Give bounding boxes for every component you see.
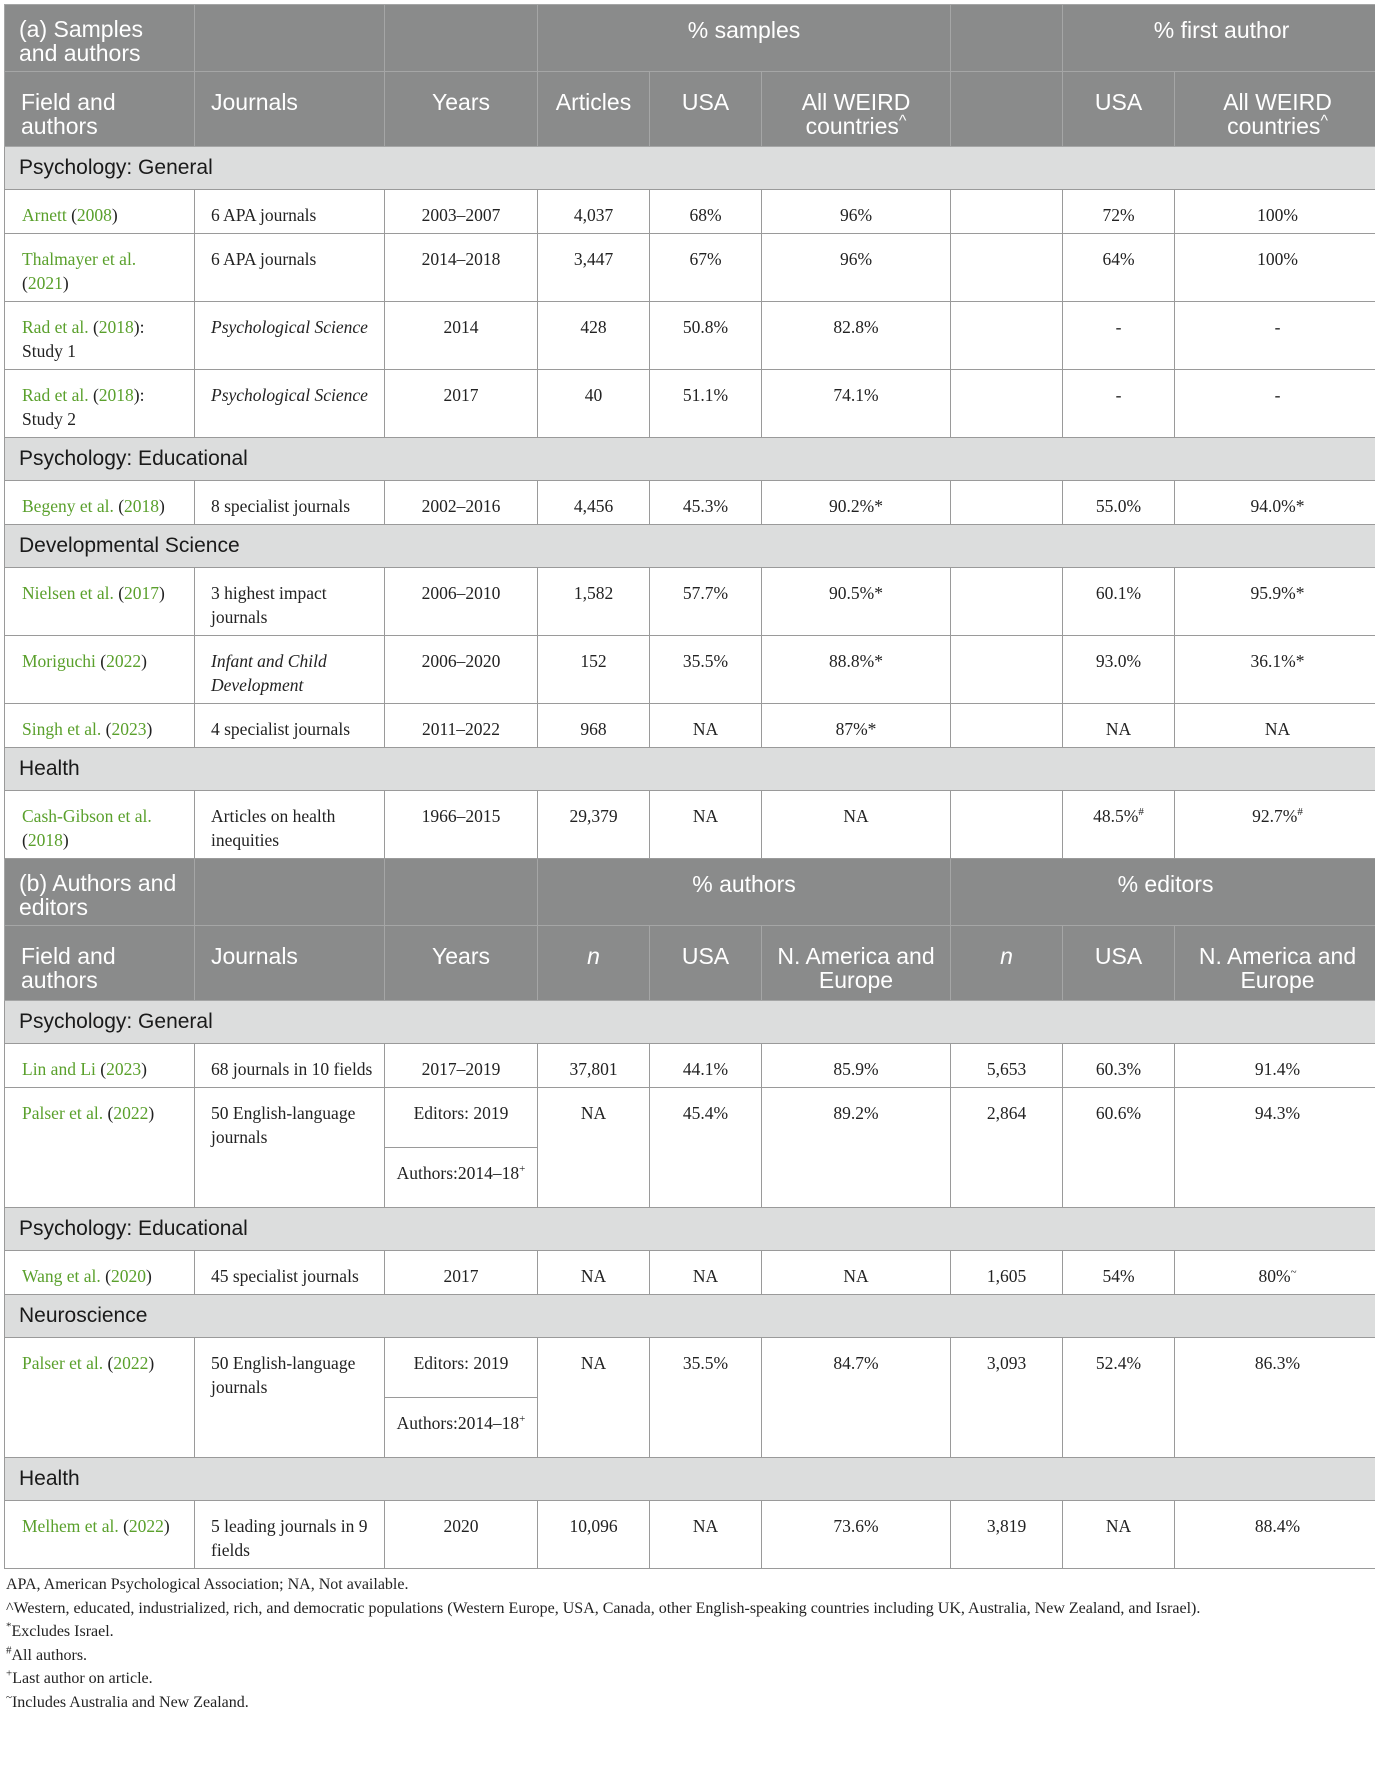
first-author-weird-cell [1175,568,1375,636]
samples-usa-cell: 45.3% [650,481,762,525]
first-author-usa-value: 93.0% [1095,651,1142,671]
samples-usa-cell: 35.5% [650,636,762,704]
year-link[interactable]: 2022 [113,1103,149,1123]
category-row [5,1001,1375,1044]
category-row [5,147,1375,190]
category-row [5,438,1375,481]
footnote-mark: ^ [6,1599,14,1617]
first-author-usa-cell [1063,704,1175,748]
first-author-weird-value: - [1274,317,1281,337]
first-author-usa-cell [1063,791,1175,859]
years-cell: 2011–2022 [385,704,538,748]
editors-nae-value: 86.3% [1254,1353,1301,1373]
editors-nae-cell [1175,1044,1375,1088]
table-row [5,234,1375,302]
journals-cell: Infant and Child Development [195,636,385,704]
study-label: : Study 2 [22,385,145,429]
authors-nae-cell: 89.2% [762,1088,951,1208]
journals-cell: 8 specialist journals [195,481,385,525]
author-cell: Begeny et al. (2018) [5,481,195,525]
first-author-weird-cell [1175,704,1375,748]
first-author-usa-value: NA [1105,719,1132,739]
col-header-years: Years [385,72,538,147]
year-link[interactable]: 2020 [110,1266,146,1286]
table-row [5,1044,1375,1088]
study-label: : Study 1 [22,317,145,361]
part-b-column-header [5,926,1375,1001]
first-author-weird-cell [1175,190,1375,234]
empty-cell [951,791,1063,859]
part-a-rows [5,147,1375,859]
first-author-weird-cell [1175,481,1375,525]
authors-n-cell: 10,096 [538,1501,650,1569]
footnote-mark: + [519,1163,526,1176]
first-author-weird-value: 100% [1257,249,1298,269]
footnote [6,1597,1370,1621]
years-cell: 1966–2015 [385,791,538,859]
samples-usa-cell: NA [650,704,762,748]
category-label: Health [5,1458,1375,1501]
samples-usa-cell: 50.8% [650,302,762,370]
journals-cell: 50 English-language journals [195,1338,385,1458]
years-cell: 2006–2010 [385,568,538,636]
authors-nae-cell: NA [762,1251,951,1295]
author-link[interactable]: Palser et al. [22,1353,104,1373]
authors-nae-cell: 73.6% [762,1501,951,1569]
col-header-years-b: Years [385,926,538,1001]
empty-cell [951,190,1063,234]
first-author-usa-value: - [1115,385,1122,405]
years-authors-value: Authors:2014–18 [396,1163,520,1183]
col-header-articles: Articles [538,72,650,147]
years-cell: 2002–2016 [385,481,538,525]
footnote [6,1573,1370,1597]
footnote-text: Last author on article. [12,1670,153,1687]
authors-usa-cell: 35.5% [650,1338,762,1458]
author-cell: Rad et al. (2018): Study 2 [5,370,195,438]
year-link[interactable]: 2023 [111,719,147,739]
author-cell: Rad et al. (2018): Study 1 [5,302,195,370]
part-a-group-header [5,5,1375,72]
category-label: Psychology: Educational [5,1208,1375,1251]
first-author-weird-value: 92.7% [1252,806,1298,826]
authors-n-cell: NA [538,1338,650,1458]
editors-usa-cell: 60.3% [1063,1044,1175,1088]
author-cell: Singh et al. (2023) [5,704,195,748]
table-footnotes [4,1569,1370,1714]
first-author-weird-value: - [1274,385,1281,405]
editors-n-cell: 3,093 [951,1338,1063,1458]
articles-cell: 968 [538,704,650,748]
group-header-authors: % authors [538,859,951,926]
samples-usa-cell: 68% [650,190,762,234]
col-header-field: Field and authors [5,72,195,147]
samples-usa-cell: 51.1% [650,370,762,438]
editors-n-cell: 5,653 [951,1044,1063,1088]
group-header-first-author: % first author [1063,5,1375,72]
part-a-column-header [5,72,1375,147]
first-author-usa-cell [1063,481,1175,525]
years-cell: Editors: 2019 [385,1338,538,1398]
category-label: Developmental Science [5,525,1375,568]
empty-cell [951,704,1063,748]
author-link[interactable]: Moriguchi [22,651,96,671]
first-author-usa-cell [1063,370,1175,438]
footnote-text: All authors. [11,1646,88,1664]
samples-usa-cell: 57.7% [650,568,762,636]
years-cell: 2003–2007 [385,190,538,234]
year-link[interactable]: 2022 [128,1516,164,1536]
editors-nae-cell [1175,1251,1375,1295]
editors-n-cell: 2,864 [951,1088,1063,1208]
authors-usa-cell: 45.4% [650,1088,762,1208]
author-cell: Thalmayer et al. (2021) [5,234,195,302]
articles-cell: 40 [538,370,650,438]
editors-n-cell: 3,819 [951,1501,1063,1569]
author-link[interactable]: Wang et al. [22,1266,101,1286]
editors-usa-cell: NA [1063,1501,1175,1569]
editors-usa-cell: 60.6% [1063,1088,1175,1208]
articles-cell: 428 [538,302,650,370]
table-row [5,791,1375,859]
authors-usa-cell: NA [650,1501,762,1569]
empty-cell [951,568,1063,636]
category-label: Neuroscience [5,1295,1375,1338]
first-author-usa-value: - [1115,317,1122,337]
group-header-samples: % samples [538,5,951,72]
samples-weird-cell: 96% [762,234,951,302]
year-link[interactable]: 2022 [113,1353,149,1373]
articles-cell: 4,037 [538,190,650,234]
first-author-weird-cell [1175,302,1375,370]
editors-nae-cell [1175,1338,1375,1458]
part-b-title: (b) Authors and editors [5,859,195,926]
year-link[interactable]: 2018 [98,385,134,405]
empty-cell [951,370,1063,438]
author-link[interactable]: Begeny et al. [22,496,114,516]
author-link[interactable]: Lin and Li [22,1059,96,1079]
authors-usa-cell: NA [650,1251,762,1295]
journals-cell: Psychological Science [195,302,385,370]
editors-nae-value: 91.4% [1254,1059,1301,1079]
samples-weird-cell: 90.5%* [762,568,951,636]
years-cell-authors [385,1398,538,1458]
author-link[interactable]: Nielsen et al. [22,583,114,603]
col-header-nae-editors: N. America and Europe [1175,926,1375,1001]
category-row [5,748,1375,791]
footnote-mark: + [6,1667,13,1680]
years-cell: 2017 [385,1251,538,1295]
first-author-usa-value: 48.5% [1093,806,1139,826]
footnote-mark: ~ [6,1691,12,1704]
years-cell: 2017–2019 [385,1044,538,1088]
col-header-usa-first-author: USA [1063,72,1175,147]
articles-cell: 1,582 [538,568,650,636]
footnote [6,1644,1370,1668]
author-cell: Moriguchi (2022) [5,636,195,704]
category-label: Psychology: Educational [5,438,1375,481]
table-row [5,1088,1375,1148]
editors-nae-cell [1175,1501,1375,1569]
journals-cell: 4 specialist journals [195,704,385,748]
table-row [5,1338,1375,1398]
first-author-usa-cell [1063,234,1175,302]
category-row [5,1295,1375,1338]
table-row [5,1501,1375,1569]
authors-n-cell: 37,801 [538,1044,650,1088]
years-cell: 2020 [385,1501,538,1569]
author-link[interactable]: Melhem et al. [22,1516,119,1536]
part-a-title: (a) Samples and authors [5,5,195,72]
category-row [5,1208,1375,1251]
category-label: Health [5,748,1375,791]
authors-n-cell: NA [538,1088,650,1208]
table-row [5,568,1375,636]
first-author-weird-value: 100% [1257,205,1298,225]
col-header-weird-samples: All WEIRD countries^ [762,72,951,147]
samples-usa-cell: 67% [650,234,762,302]
first-author-weird-value: 95.9%* [1250,583,1305,603]
year-link[interactable]: 2023 [106,1059,142,1079]
footnote [6,1667,1370,1691]
empty-cell [951,302,1063,370]
journals-cell: 6 APA journals [195,190,385,234]
footnote-mark: # [1297,806,1303,819]
footnote-mark: # [1138,806,1144,819]
years-cell: 2014 [385,302,538,370]
journals-cell: 6 APA journals [195,234,385,302]
col-header-usa-authors: USA [650,926,762,1001]
table-row [5,704,1375,748]
authors-nae-cell: 85.9% [762,1044,951,1088]
authors-nae-cell: 84.7% [762,1338,951,1458]
col-header-n-editors: n [951,926,1063,1001]
samples-weird-cell: 96% [762,190,951,234]
journals-cell: Psychological Science [195,370,385,438]
table-row [5,370,1375,438]
year-link[interactable]: 2021 [27,273,63,293]
author-link[interactable]: Singh et al. [22,719,102,739]
footnote [6,1620,1370,1644]
author-cell: Arnett (2008) [5,190,195,234]
author-cell: Nielsen et al. (2017) [5,568,195,636]
years-cell: 2006–2020 [385,636,538,704]
first-author-weird-value: 94.0%* [1250,496,1305,516]
table-row [5,1251,1375,1295]
author-link[interactable]: Arnett [22,205,67,225]
table-row [5,302,1375,370]
category-label: Psychology: General [5,1001,1375,1044]
articles-cell: 4,456 [538,481,650,525]
editors-nae-value: 94.3% [1254,1103,1301,1123]
year-link[interactable]: 2022 [106,651,142,671]
footnote-text: Excludes Israel. [11,1623,114,1640]
author-link[interactable]: Thalmayer et al. [22,249,137,269]
first-author-usa-cell [1063,636,1175,704]
editors-usa-cell: 54% [1063,1251,1175,1295]
years-cell: 2017 [385,370,538,438]
first-author-usa-cell [1063,190,1175,234]
journals-cell: 68 journals in 10 fields [195,1044,385,1088]
author-link[interactable]: Cash-Gibson et al. [22,806,152,826]
authors-usa-cell: 44.1% [650,1044,762,1088]
first-author-weird-cell [1175,791,1375,859]
author-cell: Lin and Li (2023) [5,1044,195,1088]
category-row [5,525,1375,568]
footnote-text: Western, educated, industrialized, rich, and democratic populations (Western Europe, USA, Canada, other English-speaking countries including UK, Australia, New Zealand, and Israel). [13,1599,1201,1617]
col-header-weird-first-author: All WEIRD countries^ [1175,72,1375,147]
years-cell: 2014–2018 [385,234,538,302]
group-header-editors: % editors [951,859,1375,926]
category-label: Psychology: General [5,147,1375,190]
samples-weird-cell: 82.8% [762,302,951,370]
author-cell: Cash-Gibson et al. (2018) [5,791,195,859]
journals-cell: 5 leading journals in 9 fields [195,1501,385,1569]
footnote-mark: ~ [1290,1266,1297,1279]
first-author-weird-cell [1175,636,1375,704]
articles-cell: 152 [538,636,650,704]
part-a-body [5,5,1375,147]
col-header-usa-samples: USA [650,72,762,147]
year-link[interactable]: 2017 [124,583,160,603]
col-header-journals: Journals [195,72,385,147]
first-author-weird-value: NA [1264,719,1291,739]
editors-usa-cell: 52.4% [1063,1338,1175,1458]
years-authors-value: Authors:2014–18 [396,1413,520,1433]
years-cell: Editors: 2019 [385,1088,538,1148]
samples-weird-cell: 74.1% [762,370,951,438]
author-cell: Wang et al. (2020) [5,1251,195,1295]
footnote [6,1691,1370,1715]
author-cell: Palser et al. (2022) [5,1088,195,1208]
editors-n-cell: 1,605 [951,1251,1063,1295]
samples-usa-cell: NA [650,791,762,859]
year-link[interactable]: 2018 [27,830,63,850]
journals-cell: Articles on health inequities [195,791,385,859]
part-b-body [5,859,1375,1001]
first-author-usa-value: 60.1% [1095,583,1142,603]
first-author-usa-cell [1063,568,1175,636]
col-header-journals-b: Journals [195,926,385,1001]
articles-cell: 29,379 [538,791,650,859]
journals-cell: 45 specialist journals [195,1251,385,1295]
part-b-group-header [5,859,1375,926]
first-author-usa-value: 64% [1102,249,1135,269]
table-row [5,481,1375,525]
author-link[interactable]: Rad et al. [22,317,89,337]
footnote-mark: + [519,1413,526,1426]
empty-cell [951,636,1063,704]
table-container [4,4,1370,1714]
first-author-usa-cell [1063,302,1175,370]
first-author-usa-value: 72% [1102,205,1135,225]
first-author-usa-value: 55.0% [1095,496,1142,516]
empty-cell [951,234,1063,302]
samples-weird-cell: 87%* [762,704,951,748]
samples-weird-cell: NA [762,791,951,859]
author-cell: Palser et al. (2022) [5,1338,195,1458]
journals-cell: 50 English-language journals [195,1088,385,1208]
footnote-mark: * [6,1620,12,1633]
footnote-text: Includes Australia and New Zealand. [11,1693,249,1711]
col-header-n-authors: n [538,926,650,1001]
empty-cell [951,481,1063,525]
category-row [5,1458,1375,1501]
col-header-nae-authors: N. America and Europe [762,926,951,1001]
year-link[interactable]: 2018 [124,496,160,516]
year-link[interactable]: 2018 [98,317,134,337]
editors-nae-value: 88.4% [1254,1516,1301,1536]
table-row [5,190,1375,234]
author-link[interactable]: Palser et al. [22,1103,104,1123]
table-row [5,636,1375,704]
articles-cell: 3,447 [538,234,650,302]
first-author-weird-value: 36.1%* [1250,651,1305,671]
authors-n-cell: NA [538,1251,650,1295]
editors-nae-value: 80% [1258,1266,1291,1286]
col-header-usa-editors: USA [1063,926,1175,1001]
weird-table [4,4,1375,1569]
year-link[interactable]: 2008 [76,205,112,225]
first-author-weird-cell [1175,234,1375,302]
part-b-rows [5,1001,1375,1569]
samples-weird-cell: 90.2%* [762,481,951,525]
samples-weird-cell: 88.8%* [762,636,951,704]
footnote-mark: # [6,1644,12,1657]
journals-cell: 3 highest impact journals [195,568,385,636]
col-header-field-b: Field and authors [5,926,195,1001]
author-link[interactable]: Rad et al. [22,385,89,405]
years-cell-authors [385,1148,538,1208]
editors-nae-cell [1175,1088,1375,1208]
author-cell: Melhem et al. (2022) [5,1501,195,1569]
footnote-text: APA, American Psychological Association; NA, Not available. [6,1576,409,1593]
first-author-weird-cell [1175,370,1375,438]
